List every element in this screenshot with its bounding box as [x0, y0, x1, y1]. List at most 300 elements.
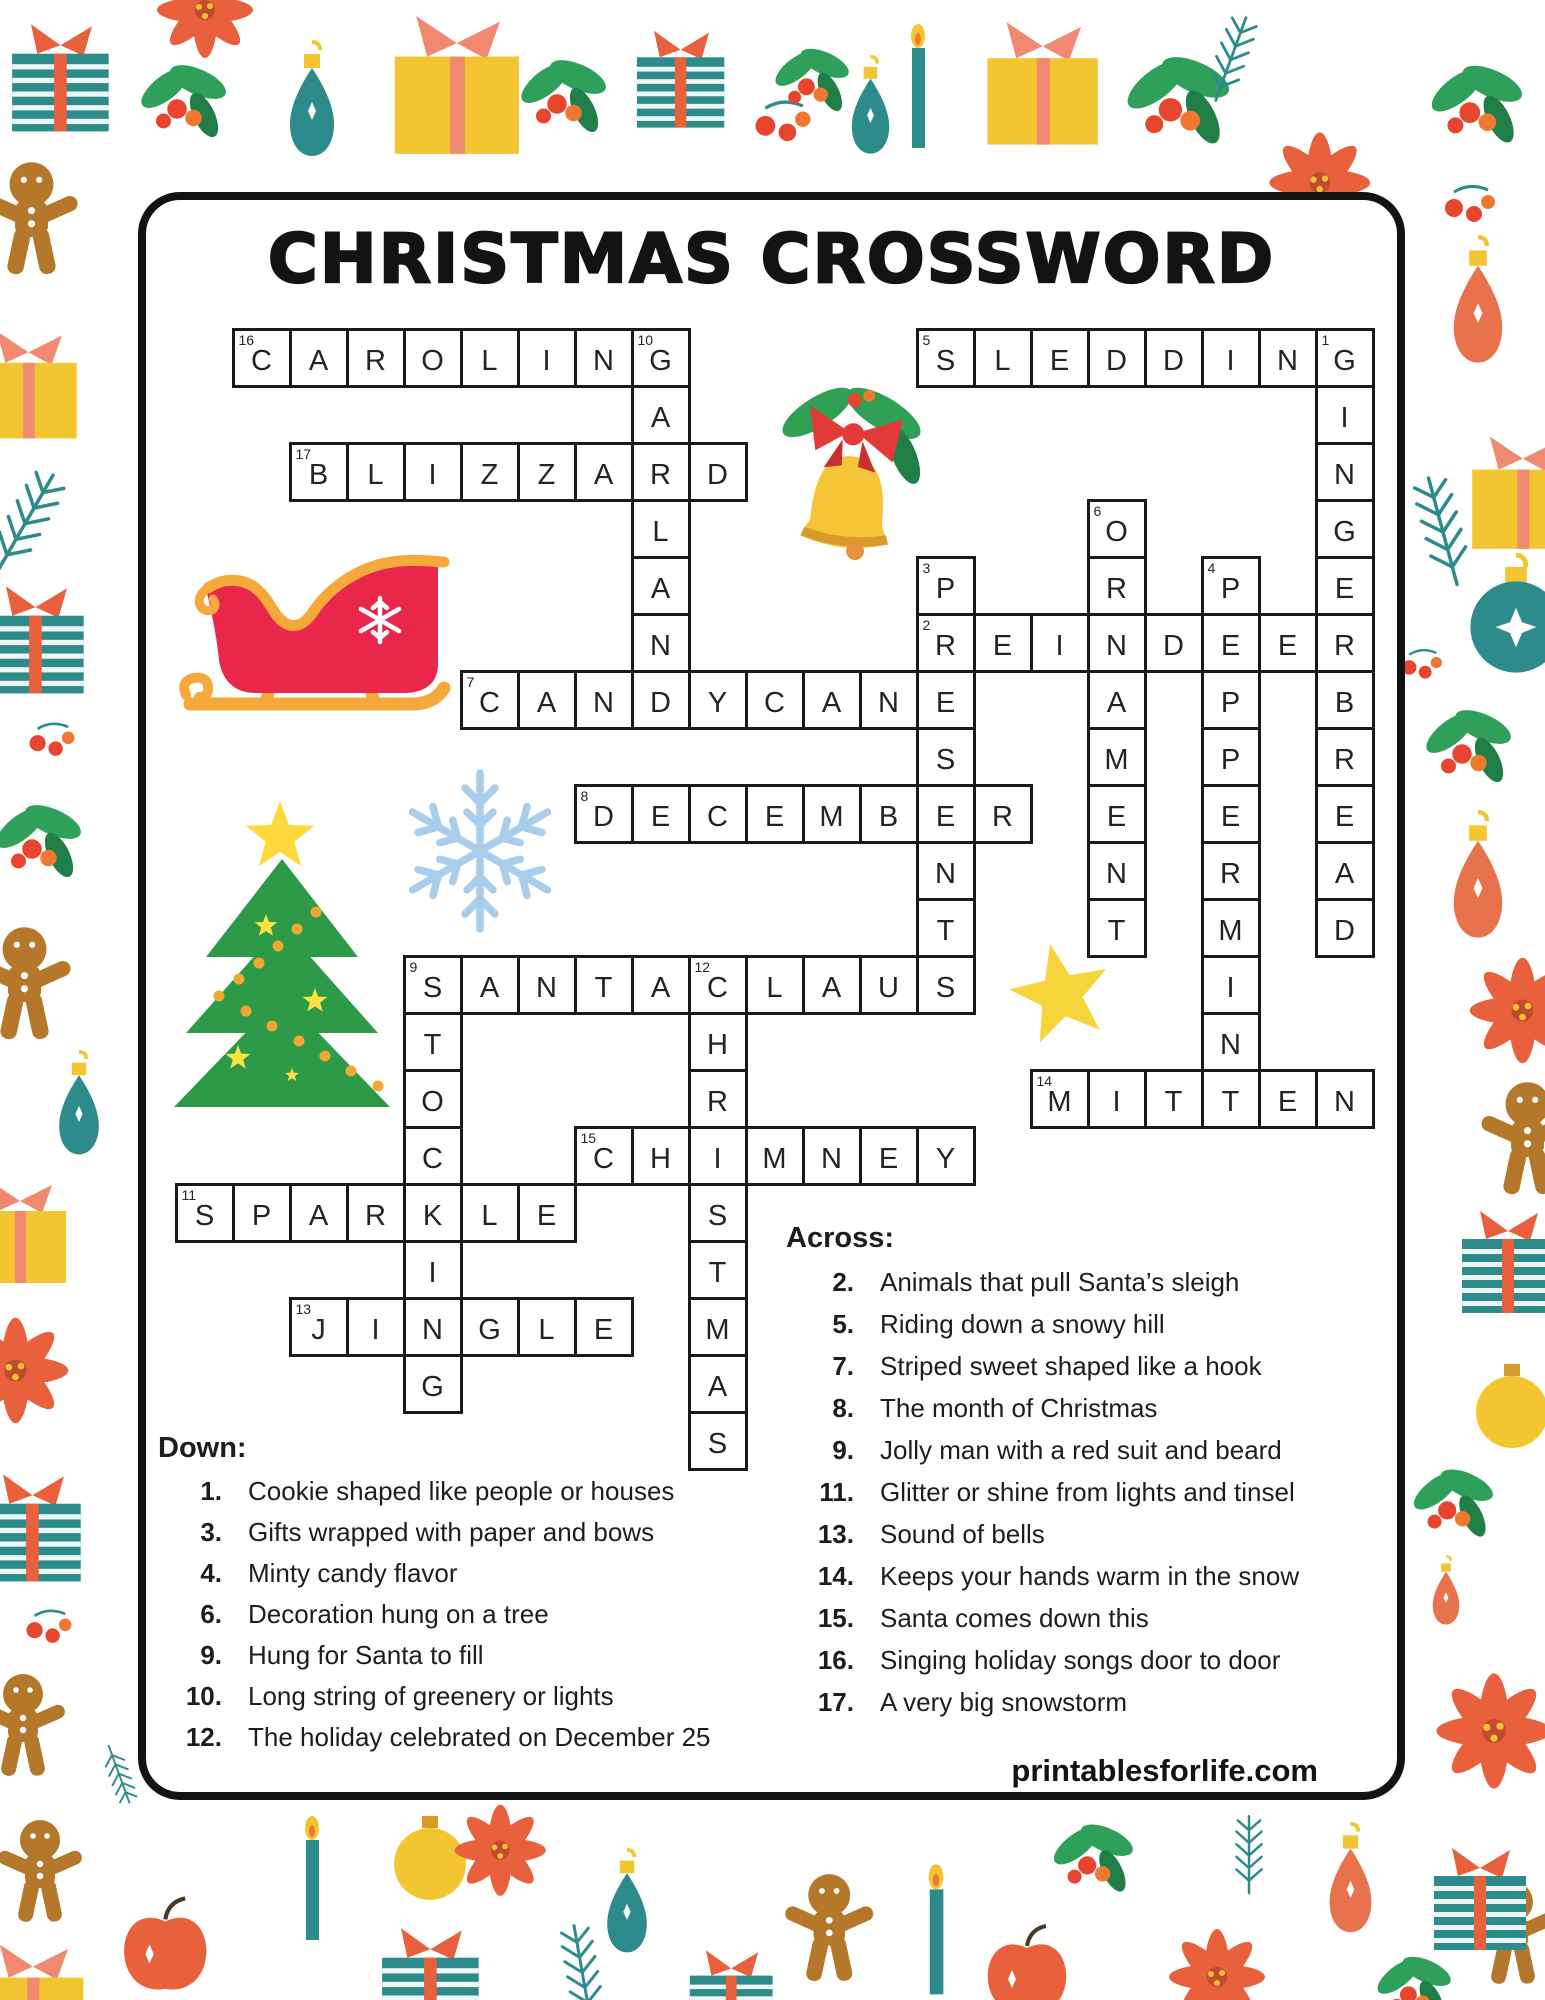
grid-cell: [1315, 1069, 1375, 1129]
grid-cell: [916, 898, 976, 958]
grid-cell-letter: S: [422, 971, 443, 1004]
clue-text: The month of Christmas: [880, 1392, 1158, 1423]
bell-illustration: [758, 374, 938, 586]
grid-cell: [631, 670, 691, 730]
clue-text: Long string of greenery or lights: [248, 1681, 614, 1711]
clue-number: 8.: [832, 1392, 854, 1423]
grid-cell-letter: E: [1334, 572, 1355, 605]
grid-cell: [574, 442, 634, 502]
grid-cell: [973, 784, 1033, 844]
across-clue-list: [786, 1261, 1299, 1723]
clue-item: [158, 1471, 711, 1512]
clue-number: 3.: [200, 1517, 222, 1547]
grid-cell: [403, 1069, 463, 1129]
grid-cell: [517, 955, 577, 1015]
grid-cell-number: 1: [1321, 331, 1330, 348]
clue-number: 5.: [832, 1308, 854, 1339]
grid-cell: [460, 670, 520, 730]
grid-cell: [517, 1183, 577, 1243]
grid-cell: [688, 442, 748, 502]
snowflake-illustration: [395, 763, 565, 938]
clue-number: 10.: [185, 1681, 222, 1711]
grid-cell: [1087, 841, 1147, 901]
grid-cell-letter: R: [1106, 572, 1127, 605]
grid-cell: [403, 955, 463, 1015]
grid-cell: [1087, 499, 1147, 559]
grid-cell-number: 10: [637, 331, 654, 348]
grid-cell-number: 5: [922, 331, 931, 348]
grid-cell-letter: T: [1164, 1085, 1183, 1118]
grid-cell-letter: A: [308, 344, 329, 377]
grid-cell-letter: N: [593, 686, 614, 719]
grid-cell: [1315, 898, 1375, 958]
grid-cell-letter: L: [994, 344, 1011, 377]
clue-number: 11.: [819, 1476, 854, 1507]
grid-cell-letter: E: [1220, 800, 1241, 833]
clue-number: 15.: [817, 1602, 854, 1633]
grid-cell: [1258, 328, 1318, 388]
grid-cell-letter: E: [593, 1313, 614, 1346]
grid-cell-letter: N: [1277, 344, 1298, 377]
grid-cell: [517, 442, 577, 502]
grid-cell-letter: O: [421, 344, 444, 377]
grid-cell: [517, 670, 577, 730]
down-heading: Down:: [158, 1432, 247, 1464]
grid-cell-letter: Y: [935, 1142, 956, 1175]
grid-cell-letter: S: [935, 344, 956, 377]
clue-item: [158, 1553, 711, 1594]
grid-cell-letter: R: [1334, 743, 1355, 776]
clue-item: [158, 1676, 711, 1717]
grid-cell-letter: N: [1106, 857, 1127, 890]
grid-cell-letter: R: [935, 629, 956, 662]
grid-cell-letter: N: [935, 857, 956, 890]
grid-cell: [346, 1297, 406, 1357]
grid-cell-letter: S: [707, 1427, 728, 1460]
grid-cell-letter: U: [878, 971, 899, 1004]
grid-cell-letter: A: [707, 1370, 728, 1403]
grid-cell: [745, 1126, 805, 1186]
grid-cell: [745, 784, 805, 844]
grid-cell-letter: I: [1340, 401, 1349, 434]
grid-cell: [232, 328, 292, 388]
grid-cell: [1315, 670, 1375, 730]
grid-cell-letter: A: [479, 971, 500, 1004]
clue-item: [786, 1513, 1299, 1555]
grid-cell: [688, 784, 748, 844]
grid-cell: [859, 784, 919, 844]
grid-cell-letter: A: [308, 1199, 329, 1232]
grid-cell-letter: P: [1220, 743, 1241, 776]
grid-cell: [916, 556, 976, 616]
grid-cell-letter: E: [1106, 800, 1127, 833]
clue-number: 7.: [832, 1350, 854, 1381]
grid-cell: [1258, 613, 1318, 673]
clue-text: Gifts wrapped with paper and bows: [248, 1517, 655, 1547]
clue-text: Jolly man with a red suit and beard: [880, 1434, 1282, 1465]
down-clues-section: [158, 1432, 711, 1758]
grid-cell: [1087, 784, 1147, 844]
grid-cell-letter: L: [367, 458, 384, 491]
grid-cell: [574, 955, 634, 1015]
grid-cell-letter: D: [1163, 344, 1184, 377]
grid-cell-number: 13: [295, 1300, 312, 1317]
grid-cell-letter: A: [1334, 857, 1355, 890]
grid-cell-number: 4: [1207, 559, 1216, 576]
clue-number: 9.: [200, 1640, 222, 1670]
grid-cell: [289, 1183, 349, 1243]
clue-text: Animals that pull Santa’s sleigh: [880, 1266, 1240, 1297]
grid-cell-number: 6: [1093, 502, 1102, 519]
grid-cell-letter: R: [1220, 857, 1241, 890]
grid-cell: [1201, 898, 1261, 958]
grid-cell-letter: M: [1047, 1085, 1072, 1118]
grid-cell: [460, 1297, 520, 1357]
grid-cell: [1315, 841, 1375, 901]
grid-cell-letter: G: [478, 1313, 501, 1346]
grid-cell: [745, 670, 805, 730]
star-illustration: [1006, 942, 1116, 1047]
grid-cell-letter: I: [371, 1313, 380, 1346]
grid-cell: [403, 1126, 463, 1186]
clue-text: Keeps your hands warm in the snow: [880, 1560, 1300, 1591]
grid-cell-letter: R: [707, 1085, 728, 1118]
grid-cell: [574, 784, 634, 844]
grid-cell-letter: A: [1106, 686, 1127, 719]
grid-cell: [403, 1240, 463, 1300]
grid-cell-letter: C: [764, 686, 785, 719]
grid-cell-letter: C: [707, 971, 728, 1004]
grid-cell: [859, 670, 919, 730]
grid-cell: [973, 613, 1033, 673]
grid-cell: [1201, 727, 1261, 787]
grid-cell: [631, 955, 691, 1015]
grid-cell-letter: E: [536, 1199, 557, 1232]
grid-cell-letter: M: [1218, 914, 1243, 947]
grid-cell: [916, 670, 976, 730]
grid-cell-letter: N: [1334, 458, 1355, 491]
grid-cell-letter: R: [1334, 629, 1355, 662]
grid-cell-letter: R: [365, 344, 386, 377]
clue-text: Santa comes down this: [880, 1602, 1149, 1633]
grid-cell: [802, 955, 862, 1015]
grid-cell: [916, 328, 976, 388]
grid-cell: [1315, 499, 1375, 559]
grid-cell-letter: Y: [707, 686, 728, 719]
grid-cell-letter: T: [936, 914, 955, 947]
across-heading: Across:: [786, 1222, 894, 1254]
grid-cell-letter: S: [194, 1199, 215, 1232]
grid-cell: [688, 1240, 748, 1300]
grid-cell-letter: R: [992, 800, 1013, 833]
grid-cell-letter: T: [423, 1028, 442, 1061]
grid-cell-letter: L: [538, 1313, 555, 1346]
grid-cell-letter: N: [878, 686, 899, 719]
grid-cell-letter: A: [821, 971, 842, 1004]
grid-cell-letter: S: [935, 971, 956, 1004]
clue-item: [158, 1635, 711, 1676]
grid-cell-letter: P: [935, 572, 956, 605]
grid-cell: [859, 955, 919, 1015]
clue-text: Singing holiday songs door to door: [880, 1644, 1281, 1675]
grid-cell-letter: S: [707, 1199, 728, 1232]
grid-cell-letter: E: [650, 800, 671, 833]
grid-cell-letter: Z: [537, 458, 556, 491]
grid-cell: [517, 1297, 577, 1357]
grid-cell-number: 7: [466, 673, 475, 690]
grid-cell-letter: L: [652, 515, 669, 548]
grid-cell-letter: I: [428, 1256, 437, 1289]
grid-cell: [688, 955, 748, 1015]
grid-cell-letter: A: [536, 686, 557, 719]
clue-item: [786, 1261, 1299, 1303]
grid-cell-number: 9: [409, 958, 418, 975]
grid-cell: [1201, 1069, 1261, 1129]
grid-cell: [574, 1297, 634, 1357]
clue-text: Striped sweet shaped like a hook: [880, 1350, 1262, 1381]
grid-cell: [1087, 556, 1147, 616]
grid-cell-letter: A: [650, 401, 671, 434]
grid-cell: [517, 328, 577, 388]
clue-number: 4.: [200, 1558, 222, 1588]
clue-text: Sound of bells: [880, 1518, 1045, 1549]
grid-cell: [631, 1126, 691, 1186]
grid-cell-letter: H: [650, 1142, 671, 1175]
grid-cell: [688, 1012, 748, 1072]
grid-cell: [688, 670, 748, 730]
grid-cell-letter: E: [1334, 800, 1355, 833]
grid-cell-letter: E: [935, 800, 956, 833]
page-title: CHRISTMAS CROSSWORD: [267, 220, 1276, 299]
grid-cell-letter: G: [1333, 344, 1356, 377]
grid-cell: [1201, 784, 1261, 844]
grid-cell: [403, 328, 463, 388]
grid-cell-letter: M: [705, 1313, 730, 1346]
grid-cell: [916, 727, 976, 787]
grid-cell-letter: G: [1333, 515, 1356, 548]
grid-cell-letter: D: [1106, 344, 1127, 377]
grid-cell: [916, 955, 976, 1015]
grid-cell-letter: N: [1220, 1028, 1241, 1061]
grid-cell: [1144, 328, 1204, 388]
grid-cell-letter: N: [821, 1142, 842, 1175]
grid-cell-letter: L: [766, 971, 783, 1004]
clue-number: 2.: [832, 1266, 854, 1297]
clue-item: [158, 1717, 711, 1758]
grid-cell-letter: D: [593, 800, 614, 833]
clue-number: 1.: [200, 1476, 222, 1506]
grid-cell: [175, 1183, 235, 1243]
grid-cell: [460, 442, 520, 502]
grid-cell: [1315, 385, 1375, 445]
grid-cell: [1315, 784, 1375, 844]
grid-cell-letter: A: [650, 572, 671, 605]
grid-cell-letter: N: [650, 629, 671, 662]
grid-cell-letter: P: [1220, 572, 1241, 605]
grid-cell: [631, 499, 691, 559]
grid-cell-letter: E: [935, 686, 956, 719]
grid-cell: [973, 328, 1033, 388]
grid-cell: [859, 1126, 919, 1186]
grid-cell-letter: M: [1104, 743, 1129, 776]
clue-number: 13.: [817, 1518, 854, 1549]
grid-cell: [1315, 328, 1375, 388]
grid-cell: [289, 328, 349, 388]
grid-cell: [631, 556, 691, 616]
grid-cell: [802, 784, 862, 844]
grid-cell: [574, 670, 634, 730]
grid-cell-letter: M: [819, 800, 844, 833]
clue-number: 9.: [832, 1434, 854, 1465]
grid-cell: [745, 955, 805, 1015]
grid-cell-letter: N: [536, 971, 557, 1004]
grid-cell-letter: A: [593, 458, 614, 491]
grid-cell-letter: J: [311, 1313, 326, 1346]
grid-cell-letter: I: [1226, 971, 1235, 1004]
grid-cell-letter: E: [764, 800, 785, 833]
grid-cell-letter: O: [1105, 515, 1128, 548]
grid-cell-letter: C: [422, 1142, 443, 1175]
clue-text: Cookie shaped like people or houses: [248, 1476, 675, 1506]
grid-cell-letter: B: [1334, 686, 1355, 719]
grid-cell: [1030, 328, 1090, 388]
grid-cell: [289, 442, 349, 502]
grid-cell: [631, 784, 691, 844]
grid-cell: [1315, 556, 1375, 616]
website-credit: printablesforlife.com: [1011, 1753, 1318, 1788]
clue-item: [786, 1639, 1299, 1681]
grid-cell-letter: T: [708, 1256, 727, 1289]
grid-cell: [631, 442, 691, 502]
grid-cell-letter: D: [707, 458, 728, 491]
grid-cell: [631, 385, 691, 445]
grid-cell: [1258, 1069, 1318, 1129]
grid-cell-letter: N: [593, 344, 614, 377]
grid-cell: [916, 1126, 976, 1186]
grid-cell-letter: C: [251, 344, 272, 377]
grid-cell-letter: C: [593, 1142, 614, 1175]
grid-cell: [1144, 1069, 1204, 1129]
grid-cell: [460, 955, 520, 1015]
grid-cell-letter: I: [713, 1142, 722, 1175]
grid-cell: [802, 670, 862, 730]
grid-cell-number: 17: [295, 445, 312, 462]
grid-cell: [1087, 727, 1147, 787]
grid-cell-letter: I: [542, 344, 551, 377]
grid-cell-letter: I: [1112, 1085, 1121, 1118]
grid-cell: [1201, 955, 1261, 1015]
grid-cell-number: 3: [922, 559, 931, 576]
grid-cell-letter: A: [650, 971, 671, 1004]
across-clues-section: [786, 1222, 1299, 1723]
clue-text: A very big snowstorm: [880, 1686, 1128, 1717]
grid-cell-number: 14: [1036, 1072, 1053, 1089]
grid-cell-letter: I: [1226, 344, 1235, 377]
grid-cell-letter: I: [1055, 629, 1064, 662]
grid-cell: [631, 328, 691, 388]
grid-cell: [1087, 898, 1147, 958]
grid-cell: [688, 1126, 748, 1186]
grid-cell-letter: D: [1163, 629, 1184, 662]
grid-cell-letter: D: [1334, 914, 1355, 947]
grid-cell-letter: E: [1277, 1085, 1298, 1118]
grid-cell-number: 2: [922, 616, 931, 633]
grid-cell-letter: P: [251, 1199, 272, 1232]
grid-cell: [1315, 442, 1375, 502]
grid-cell-letter: E: [878, 1142, 899, 1175]
grid-cell: [403, 1297, 463, 1357]
christmas-tree-illustration: [150, 797, 395, 1112]
grid-cell-number: 16: [238, 331, 255, 348]
grid-cell: [574, 1126, 634, 1186]
grid-cell: [1030, 613, 1090, 673]
grid-cell-letter: E: [1220, 629, 1241, 662]
grid-cell-number: 12: [694, 958, 711, 975]
grid-cell-letter: R: [365, 1199, 386, 1232]
clue-item: [786, 1345, 1299, 1387]
clue-text: Minty candy flavor: [248, 1558, 458, 1588]
grid-cell: [802, 1126, 862, 1186]
grid-cell: [1087, 1069, 1147, 1129]
grid-cell: [1315, 613, 1375, 673]
grid-cell: [460, 1183, 520, 1243]
grid-cell-letter: L: [481, 1199, 498, 1232]
grid-cell: [688, 1354, 748, 1414]
grid-cell-letter: S: [935, 743, 956, 776]
clue-item: [158, 1594, 711, 1635]
grid-cell: [688, 1183, 748, 1243]
grid-cell: [1201, 1012, 1261, 1072]
grid-cell-letter: P: [1220, 686, 1241, 719]
grid-cell-letter: E: [992, 629, 1013, 662]
grid-cell: [574, 328, 634, 388]
clue-number: 17.: [817, 1686, 854, 1717]
clue-item: [786, 1555, 1299, 1597]
grid-cell-letter: T: [594, 971, 613, 1004]
grid-cell: [1201, 556, 1261, 616]
sleigh-illustration: [172, 552, 462, 717]
clue-item: [786, 1387, 1299, 1429]
clue-item: [786, 1597, 1299, 1639]
grid-cell-number: 15: [580, 1129, 597, 1146]
grid-cell-number: 8: [580, 787, 589, 804]
grid-cell-letter: B: [308, 458, 329, 491]
grid-cell: [1144, 613, 1204, 673]
grid-cell: [631, 613, 691, 673]
grid-cell: [916, 784, 976, 844]
grid-cell: [232, 1183, 292, 1243]
clue-item: [786, 1471, 1299, 1513]
grid-cell-letter: D: [650, 686, 671, 719]
grid-cell: [1201, 328, 1261, 388]
clue-item: [786, 1681, 1299, 1723]
clue-text: Riding down a snowy hill: [880, 1308, 1165, 1339]
clue-item: [786, 1429, 1299, 1471]
grid-cell: [289, 1297, 349, 1357]
clue-number: 12.: [185, 1722, 222, 1752]
grid-cell: [916, 613, 976, 673]
grid-cell-letter: L: [481, 344, 498, 377]
grid-cell-letter: Z: [480, 458, 499, 491]
grid-cell: [1315, 727, 1375, 787]
grid-cell: [403, 442, 463, 502]
grid-cell-letter: T: [1221, 1085, 1240, 1118]
grid-cell: [1030, 1069, 1090, 1129]
clue-text: The holiday celebrated on December 25: [248, 1722, 711, 1752]
clue-text: Hung for Santa to fill: [248, 1640, 484, 1670]
grid-cell-letter: N: [1334, 1085, 1355, 1118]
clue-number: 14.: [817, 1560, 854, 1591]
